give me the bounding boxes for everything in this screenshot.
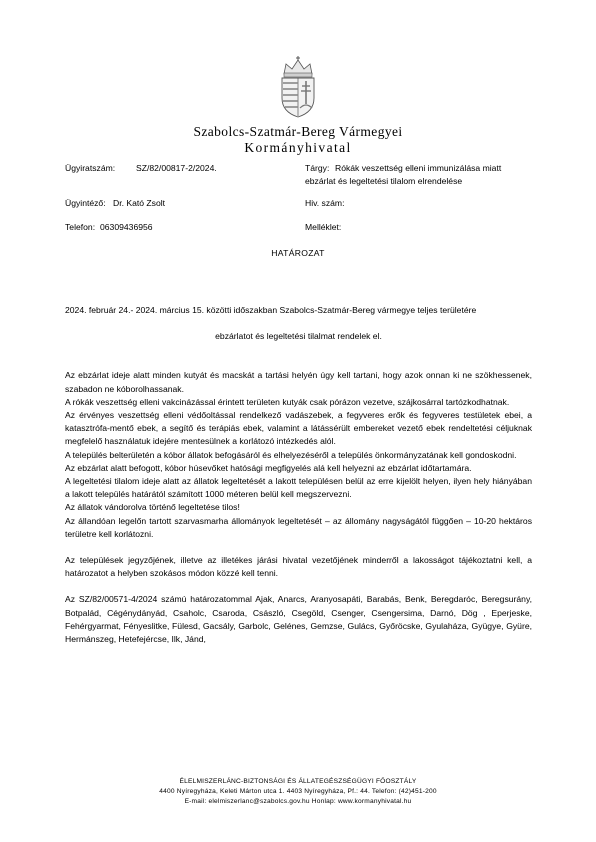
subject-line2: ebzárlat és legeltetési tilalom elrendelése (305, 176, 463, 186)
paragraph-dog-cat-keeping: Az ebzárlat ideje alatt minden kutyát és macskát a tartási helyén úgy kell tartani, hogy azok onnan ki ne szökhessenek, szabadon ne kóborolhassanak. (65, 370, 532, 394)
coat-of-arms-icon (272, 56, 324, 118)
subject-line1: Rókák veszettség elleni immunizálása miatt (335, 163, 502, 173)
decision-paragraph: ebzárlatot és legeltetési tilalmat rendelek el. (215, 331, 382, 342)
organization-name-line2: Kormányhivatal (244, 140, 352, 155)
document-title: HATÁROZAT (271, 248, 325, 258)
handler-value: Dr. Kató Zsolt (113, 198, 166, 208)
organization-name-line1: Szabolcs-Szatmár-Bereg Vármegyei (193, 124, 403, 139)
footer-contact: E-mail: elelmiszerlanc@szabolcs.gov.hu Honlap: www.kormanyhivatal.hu (184, 797, 412, 805)
reference-number-label: Hiv. szám: (305, 198, 345, 208)
paragraph-stray-animals: A település belterületén a kóbor állatok befogásáról és elhelyezéséről a település önkormányzatának kell gondoskodni. (65, 449, 517, 460)
paragraph-exemptions: Az érvényes veszettség elleni védőoltással rendelkező vadászebek, a fegyveres erők és fegyveres testületek ebei, a katasztrófa-mentő ebek, a segítő és terápiás ebek, valamint a látássérült embereket vezető ebek rendeltetési céljuknak megfelelő használatuk idejére mentesülnek a korlátozó intézkedés alól. (65, 410, 532, 447)
phone-label: Telefon: (65, 222, 96, 232)
page-footer (0, 777, 596, 806)
paragraph-observation: Az ebzárlat alatt befogott, kóbor húsevőket hatósági megfigyelés alá kell helyezni az ebzárlat időtartamára. (65, 462, 472, 473)
case-number-label: Ügyiratszám: (65, 163, 116, 173)
paragraph-migratory-grazing: Az állatok vándorolva történő legeltetése tilos! (65, 502, 240, 513)
subject-label: Tárgy: (305, 163, 330, 173)
footer-department: ÉLELMISZERLÁNC-BIZTONSÁGI ÉS ÁLLATEGÉSZSÉGÜGYI FŐOSZTÁLY (179, 778, 417, 785)
document-body (65, 304, 532, 646)
paragraph-cattle-grazing: Az állandóan legelőn tartott szarvasmarha állományok legeltetését – az állomány nagyságától függően – 10-20 hektáros területre kell korlátozni. (65, 515, 532, 539)
paragraph-notification: Az települések jegyzőjének, illetve az illetékes járási hivatal vezetőjének minderről a lakosságot tájékoztatni kell, a határozatot a helyben szokásos módon közzé kell tenni. (65, 555, 532, 579)
paragraph-grazing-ban: A legeltetési tilalom ideje alatt az állatok legeltetését a lakott településen belül az erre kijelölt helyen, ilyen hely hiányában a lakott település határától számított 1000 méteren belül kell megszervezni. (65, 476, 532, 500)
paragraph-leash-muzzle: A rókák veszettség elleni vakcinázással érintett területen kutyák csak pórázon vezetve, szájkosárral tartózkodhatnak. (65, 396, 510, 407)
footer-address: 4400 Nyíregyháza, Keleti Márton utca 1. 4403 Nyíregyháza, Pf.: 44. Telefon: (42)451-200 (159, 787, 437, 795)
phone-value: 06309436956 (100, 222, 153, 232)
case-number-value: SZ/82/00817-2/2024. (136, 163, 217, 173)
intro-paragraph: 2024. február 24.- 2024. március 15. közötti időszakban Szabolcs-Szatmár-Bereg vármegye teljes területére (65, 305, 477, 315)
paragraph-settlements: Az SZ/82/00571-4/2024 számú határozatommal Ajak, Anarcs, Aranyosapáti, Barabás, Benk, Beregdaróc, Beregsurány, Botpalád, Cégénydányád, Csaholc, Csaroda, Császló, Csegöld, Csenger, Csengersima, Darnó, Dög , Eperjeske, Fehérgyarmat, Fényeslitke, Fülesd, Gacsály, Garbolc, Gelénes, Gemzse, Gulács, Győröcske, Gyulaháza, Gyügye, Gyüre, Hermánszeg, Hetefejércse, Ilk, Jánd, (65, 594, 532, 645)
handler-label: Ügyintéző: (65, 198, 106, 208)
attachment-label: Melléklet: (305, 222, 342, 232)
